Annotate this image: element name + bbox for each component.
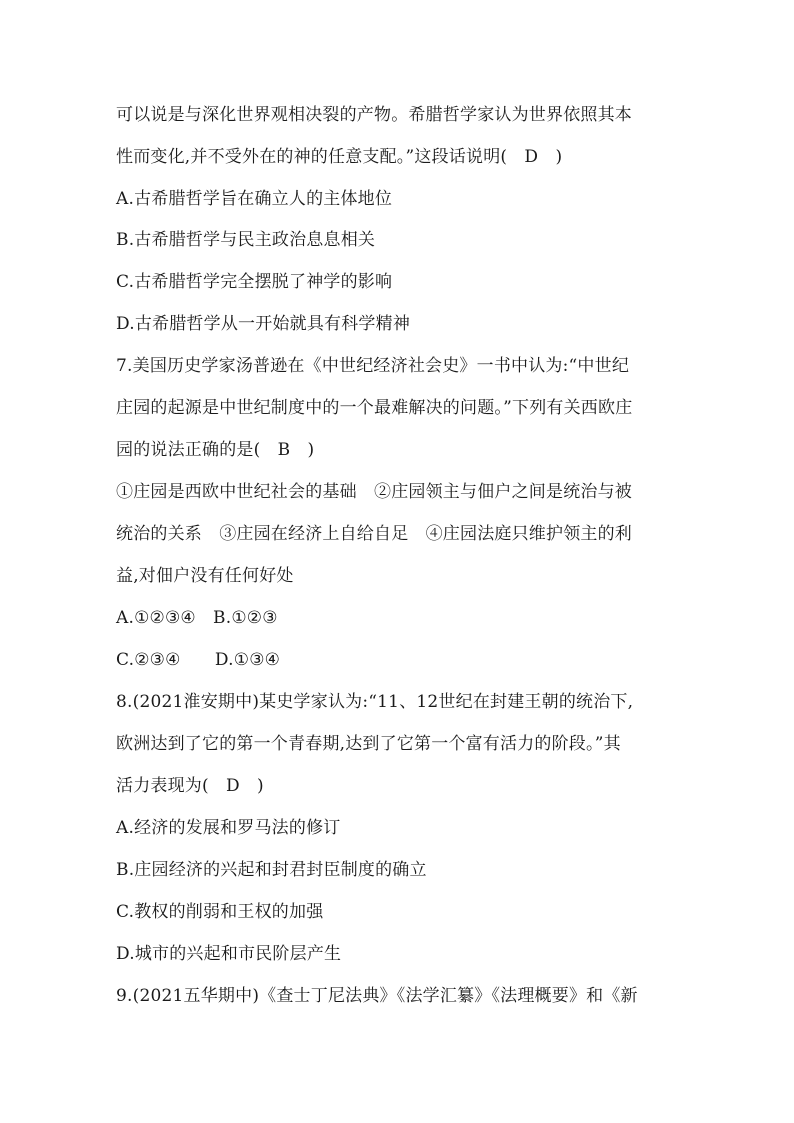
question-7-text: 庄园的起源是中世纪制度中的一个最难解决的问题。”下列有关西欧庄 xyxy=(116,398,633,418)
question-8-text: 活力表现为( D ) xyxy=(116,776,264,796)
option-c: C.教权的削弱和王权的加强 xyxy=(116,902,324,922)
option-a: A.经济的发展和罗马法的修订 xyxy=(116,818,341,838)
statement-list: ①庄园是西欧中世纪社会的基础 ②庄园领主与佃户之间是统治与被 xyxy=(116,482,632,502)
options-row: C.②③④ D.①③④ xyxy=(116,650,281,670)
option-d: D.城市的兴起和市民阶层产生 xyxy=(116,944,342,964)
option-a: A.古希腊哲学旨在确立人的主体地位 xyxy=(116,189,393,209)
option-d: D.古希腊哲学从一开始就具有科学精神 xyxy=(116,314,411,334)
statement-list: 益,对佃户没有任何好处 xyxy=(116,566,294,586)
statement-list: 统治的关系 ③庄园在经济上自给自足 ④庄园法庭只维护领主的利 xyxy=(116,524,632,544)
text-line: 可以说是与深化世界观相决裂的产物。希腊哲学家认为世界依照其本 xyxy=(116,105,632,125)
question-8-text: 8.(2021淮安期中)某史学家认为:“11、12世纪在封建王朝的统治下, xyxy=(116,692,634,712)
options-row: A.①②③④ B.①②③ xyxy=(116,608,278,628)
option-b: B.古希腊哲学与民主政治息息相关 xyxy=(116,230,376,250)
text-line: 性而变化,并不受外在的神的任意支配。”这段话说明( D ) xyxy=(116,147,563,167)
option-b: B.庄园经济的兴起和封君封臣制度的确立 xyxy=(116,860,427,880)
option-c: C.古希腊哲学完全摆脱了神学的影响 xyxy=(116,272,393,292)
question-9-text: 9.(2021五华期中)《查士丁尼法典》《法学汇纂》《法理概要》和《新 xyxy=(116,986,638,1006)
question-7-text: 7.美国历史学家汤普逊在《中世纪经济社会史》一书中认为:“中世纪 xyxy=(116,356,630,376)
question-7-text: 园的说法正确的是( B ) xyxy=(116,440,315,460)
question-8-text: 欧洲达到了它的第一个青春期,达到了它第一个富有活力的阶段。”其 xyxy=(116,734,621,754)
